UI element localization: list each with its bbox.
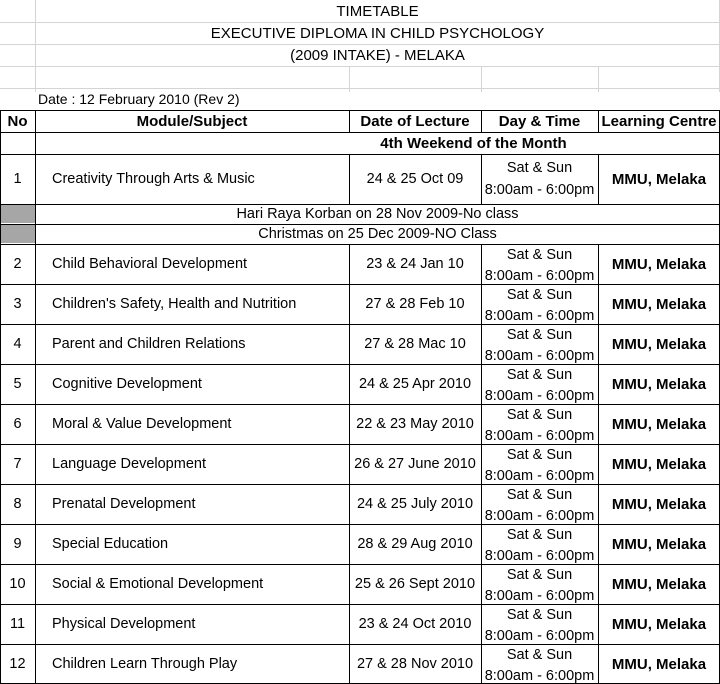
- weekend-subheader: 4th Weekend of the Month: [380, 134, 567, 152]
- lecture-days: Sat & Sun: [506, 527, 573, 543]
- table-border: [598, 154, 599, 204]
- lecture-time: 8:00am - 6:00pm: [484, 468, 595, 484]
- table-border: [598, 110, 599, 132]
- column-header-row: [0, 110, 720, 132]
- learning-centre: MMU, Melaka: [611, 495, 707, 513]
- row-number: 5: [13, 376, 22, 392]
- table-border: [349, 244, 350, 684]
- row-number: 1: [13, 171, 22, 187]
- day-time: [481, 484, 598, 524]
- table-border: [0, 244, 720, 245]
- lecture-date: 27 & 28 Feb 10: [365, 296, 465, 312]
- lecture-days: Sat & Sun: [506, 287, 573, 303]
- title-row: [0, 0, 720, 22]
- lecture-time: 8:00am - 6:00pm: [484, 628, 595, 644]
- lecture-date: 24 & 25 July 2010: [356, 496, 474, 512]
- table-border: [0, 444, 720, 445]
- lecture-date: 24 & 25 Apr 2010: [358, 376, 472, 392]
- day-time: [481, 284, 598, 324]
- table-border: [481, 110, 482, 132]
- header-no: No: [7, 112, 28, 130]
- table-row: [0, 444, 720, 484]
- header-centre: Learning Centre: [601, 112, 717, 130]
- learning-centre: MMU, Melaka: [611, 170, 707, 188]
- date-row: [0, 88, 720, 110]
- row-number: 7: [13, 456, 22, 472]
- table-border: [0, 404, 720, 405]
- row-number: 11: [9, 616, 26, 632]
- lecture-days: Sat & Sun: [506, 407, 573, 423]
- lecture-time: 8:00am - 6:00pm: [484, 508, 595, 524]
- module-name: Child Behavioral Development: [52, 256, 248, 272]
- header-daytime: Day & Time: [498, 112, 581, 130]
- table-border: [35, 110, 36, 684]
- day-time: [481, 444, 598, 484]
- table-row: [0, 604, 720, 644]
- table-border: [0, 564, 720, 565]
- table-border: [0, 204, 720, 205]
- table-border: [349, 154, 350, 204]
- day-time: [481, 324, 598, 364]
- program-title: EXECUTIVE DIPLOMA IN CHILD PSYCHOLOGY: [210, 24, 545, 42]
- module-name: Moral & Value Development: [52, 416, 232, 432]
- learning-centre: MMU, Melaka: [611, 375, 707, 393]
- row-number: 8: [13, 496, 22, 512]
- table-border: [0, 524, 720, 525]
- lecture-days: Sat & Sun: [506, 607, 573, 623]
- module-name: Children Learn Through Play: [52, 656, 238, 672]
- day-time: [481, 404, 598, 444]
- intake-title: (2009 INTAKE) - MELAKA: [290, 46, 465, 64]
- learning-centre: MMU, Melaka: [611, 295, 707, 313]
- row-number: 6: [13, 416, 22, 432]
- subheader-row: [0, 132, 720, 154]
- program-row: [0, 22, 720, 44]
- table-border: [481, 244, 482, 684]
- day-time: [481, 644, 598, 684]
- lecture-date: 23 & 24 Oct 2010: [358, 616, 472, 632]
- notice-row: [0, 224, 720, 244]
- lecture-time: 8:00am - 6:00pm: [484, 348, 595, 364]
- row-number: 12: [9, 656, 26, 672]
- table-row: [0, 564, 720, 604]
- lecture-time: 8:00am - 6:00pm: [484, 268, 595, 284]
- learning-centre: MMU, Melaka: [611, 455, 707, 473]
- day-time: [481, 524, 598, 564]
- lecture-time: 8:00am - 6:00pm: [484, 428, 595, 444]
- module-name: Cognitive Development: [52, 376, 202, 392]
- module-name: Language Development: [52, 456, 206, 472]
- learning-centre: MMU, Melaka: [611, 615, 707, 633]
- gridline: [0, 66, 720, 67]
- lecture-days: Sat & Sun: [506, 447, 573, 463]
- table-border: [598, 244, 599, 684]
- notice-text: Hari Raya Korban on 28 Nov 2009-No class: [236, 206, 519, 222]
- lecture-time: 8:00am - 6:00pm: [484, 308, 595, 324]
- lecture-time: 8:00am - 6:00pm: [484, 668, 595, 684]
- table-row: [0, 364, 720, 404]
- table-row: [0, 154, 720, 204]
- lecture-date: 22 & 23 May 2010: [356, 416, 474, 432]
- learning-centre: MMU, Melaka: [611, 335, 707, 353]
- lecture-date: 24 & 25 Oct 09: [366, 171, 464, 187]
- learning-centre: MMU, Melaka: [611, 655, 707, 673]
- lecture-days: Sat & Sun: [506, 367, 573, 383]
- notice-text: Christmas on 25 Dec 2009-NO Class: [258, 226, 497, 242]
- day-time: [481, 364, 598, 404]
- lecture-days: Sat & Sun: [506, 247, 573, 263]
- notice-row: [0, 204, 720, 224]
- table-border: [0, 604, 720, 605]
- lecture-time: 8:00am - 6:00pm: [484, 588, 595, 604]
- learning-centre: MMU, Melaka: [611, 255, 707, 273]
- table-border: [0, 132, 720, 133]
- lecture-date: 28 & 29 Aug 2010: [357, 536, 473, 552]
- lecture-time: 8:00am - 6:00pm: [484, 388, 595, 404]
- module-name: Creativity Through Arts & Music: [52, 171, 255, 187]
- table-border: [0, 224, 720, 225]
- lecture-days: Sat & Sun: [506, 567, 573, 583]
- table-border: [0, 484, 720, 485]
- day-time: [481, 604, 598, 644]
- row-number: 10: [9, 576, 26, 592]
- table-border: [0, 284, 720, 285]
- day-time: [481, 244, 598, 284]
- module-name: Social & Emotional Development: [52, 576, 264, 592]
- table-border: [0, 644, 720, 645]
- lecture-time: 8:00am - 6:00pm: [484, 182, 595, 198]
- learning-centre: MMU, Melaka: [611, 575, 707, 593]
- lecture-date: 26 & 27 June 2010: [354, 456, 476, 472]
- lecture-date: 25 & 26 Sept 2010: [354, 576, 476, 592]
- module-name: Physical Development: [52, 616, 196, 632]
- lecture-date: 23 & 24 Jan 10: [366, 256, 464, 272]
- module-name: Prenatal Development: [52, 496, 196, 512]
- lecture-time: 8:00am - 6:00pm: [484, 548, 595, 564]
- module-name: Special Education: [52, 536, 169, 552]
- lecture-days: Sat & Sun: [506, 647, 573, 663]
- header-module: Module/Subject: [136, 112, 248, 130]
- table-border: [0, 324, 720, 325]
- lecture-days: Sat & Sun: [506, 160, 573, 176]
- table-border: [0, 364, 720, 365]
- row-number: 2: [13, 256, 22, 272]
- table-row: [0, 324, 720, 364]
- row-number: 9: [13, 536, 22, 552]
- module-name: Children's Safety, Health and Nutrition: [52, 296, 297, 312]
- table-border: [0, 110, 720, 111]
- revision-date: Date : 12 February 2010 (Rev 2): [38, 91, 240, 107]
- learning-centre: MMU, Melaka: [611, 415, 707, 433]
- learning-centre: MMU, Melaka: [611, 535, 707, 553]
- module-name: Parent and Children Relations: [52, 336, 246, 352]
- table-border: [481, 154, 482, 204]
- lecture-days: Sat & Sun: [506, 327, 573, 343]
- table-row: [0, 244, 720, 284]
- table-row: [0, 524, 720, 564]
- lecture-days: Sat & Sun: [506, 487, 573, 503]
- lecture-date: 27 & 28 Nov 2010: [356, 656, 474, 672]
- row-number: 4: [13, 336, 22, 352]
- table-row: [0, 284, 720, 324]
- header-date: Date of Lecture: [360, 112, 470, 130]
- table-row: [0, 404, 720, 444]
- lecture-date: 27 & 28 Mac 10: [364, 336, 466, 352]
- page-title: TIMETABLE: [336, 2, 419, 20]
- table-border: [0, 110, 1, 684]
- row-number: 3: [13, 296, 22, 312]
- day-time: [481, 154, 598, 204]
- table-row: [0, 644, 720, 684]
- table-border: [349, 110, 350, 132]
- table-row: [0, 484, 720, 524]
- day-time: [481, 564, 598, 604]
- intake-row: [0, 44, 720, 66]
- table-border: [0, 154, 720, 155]
